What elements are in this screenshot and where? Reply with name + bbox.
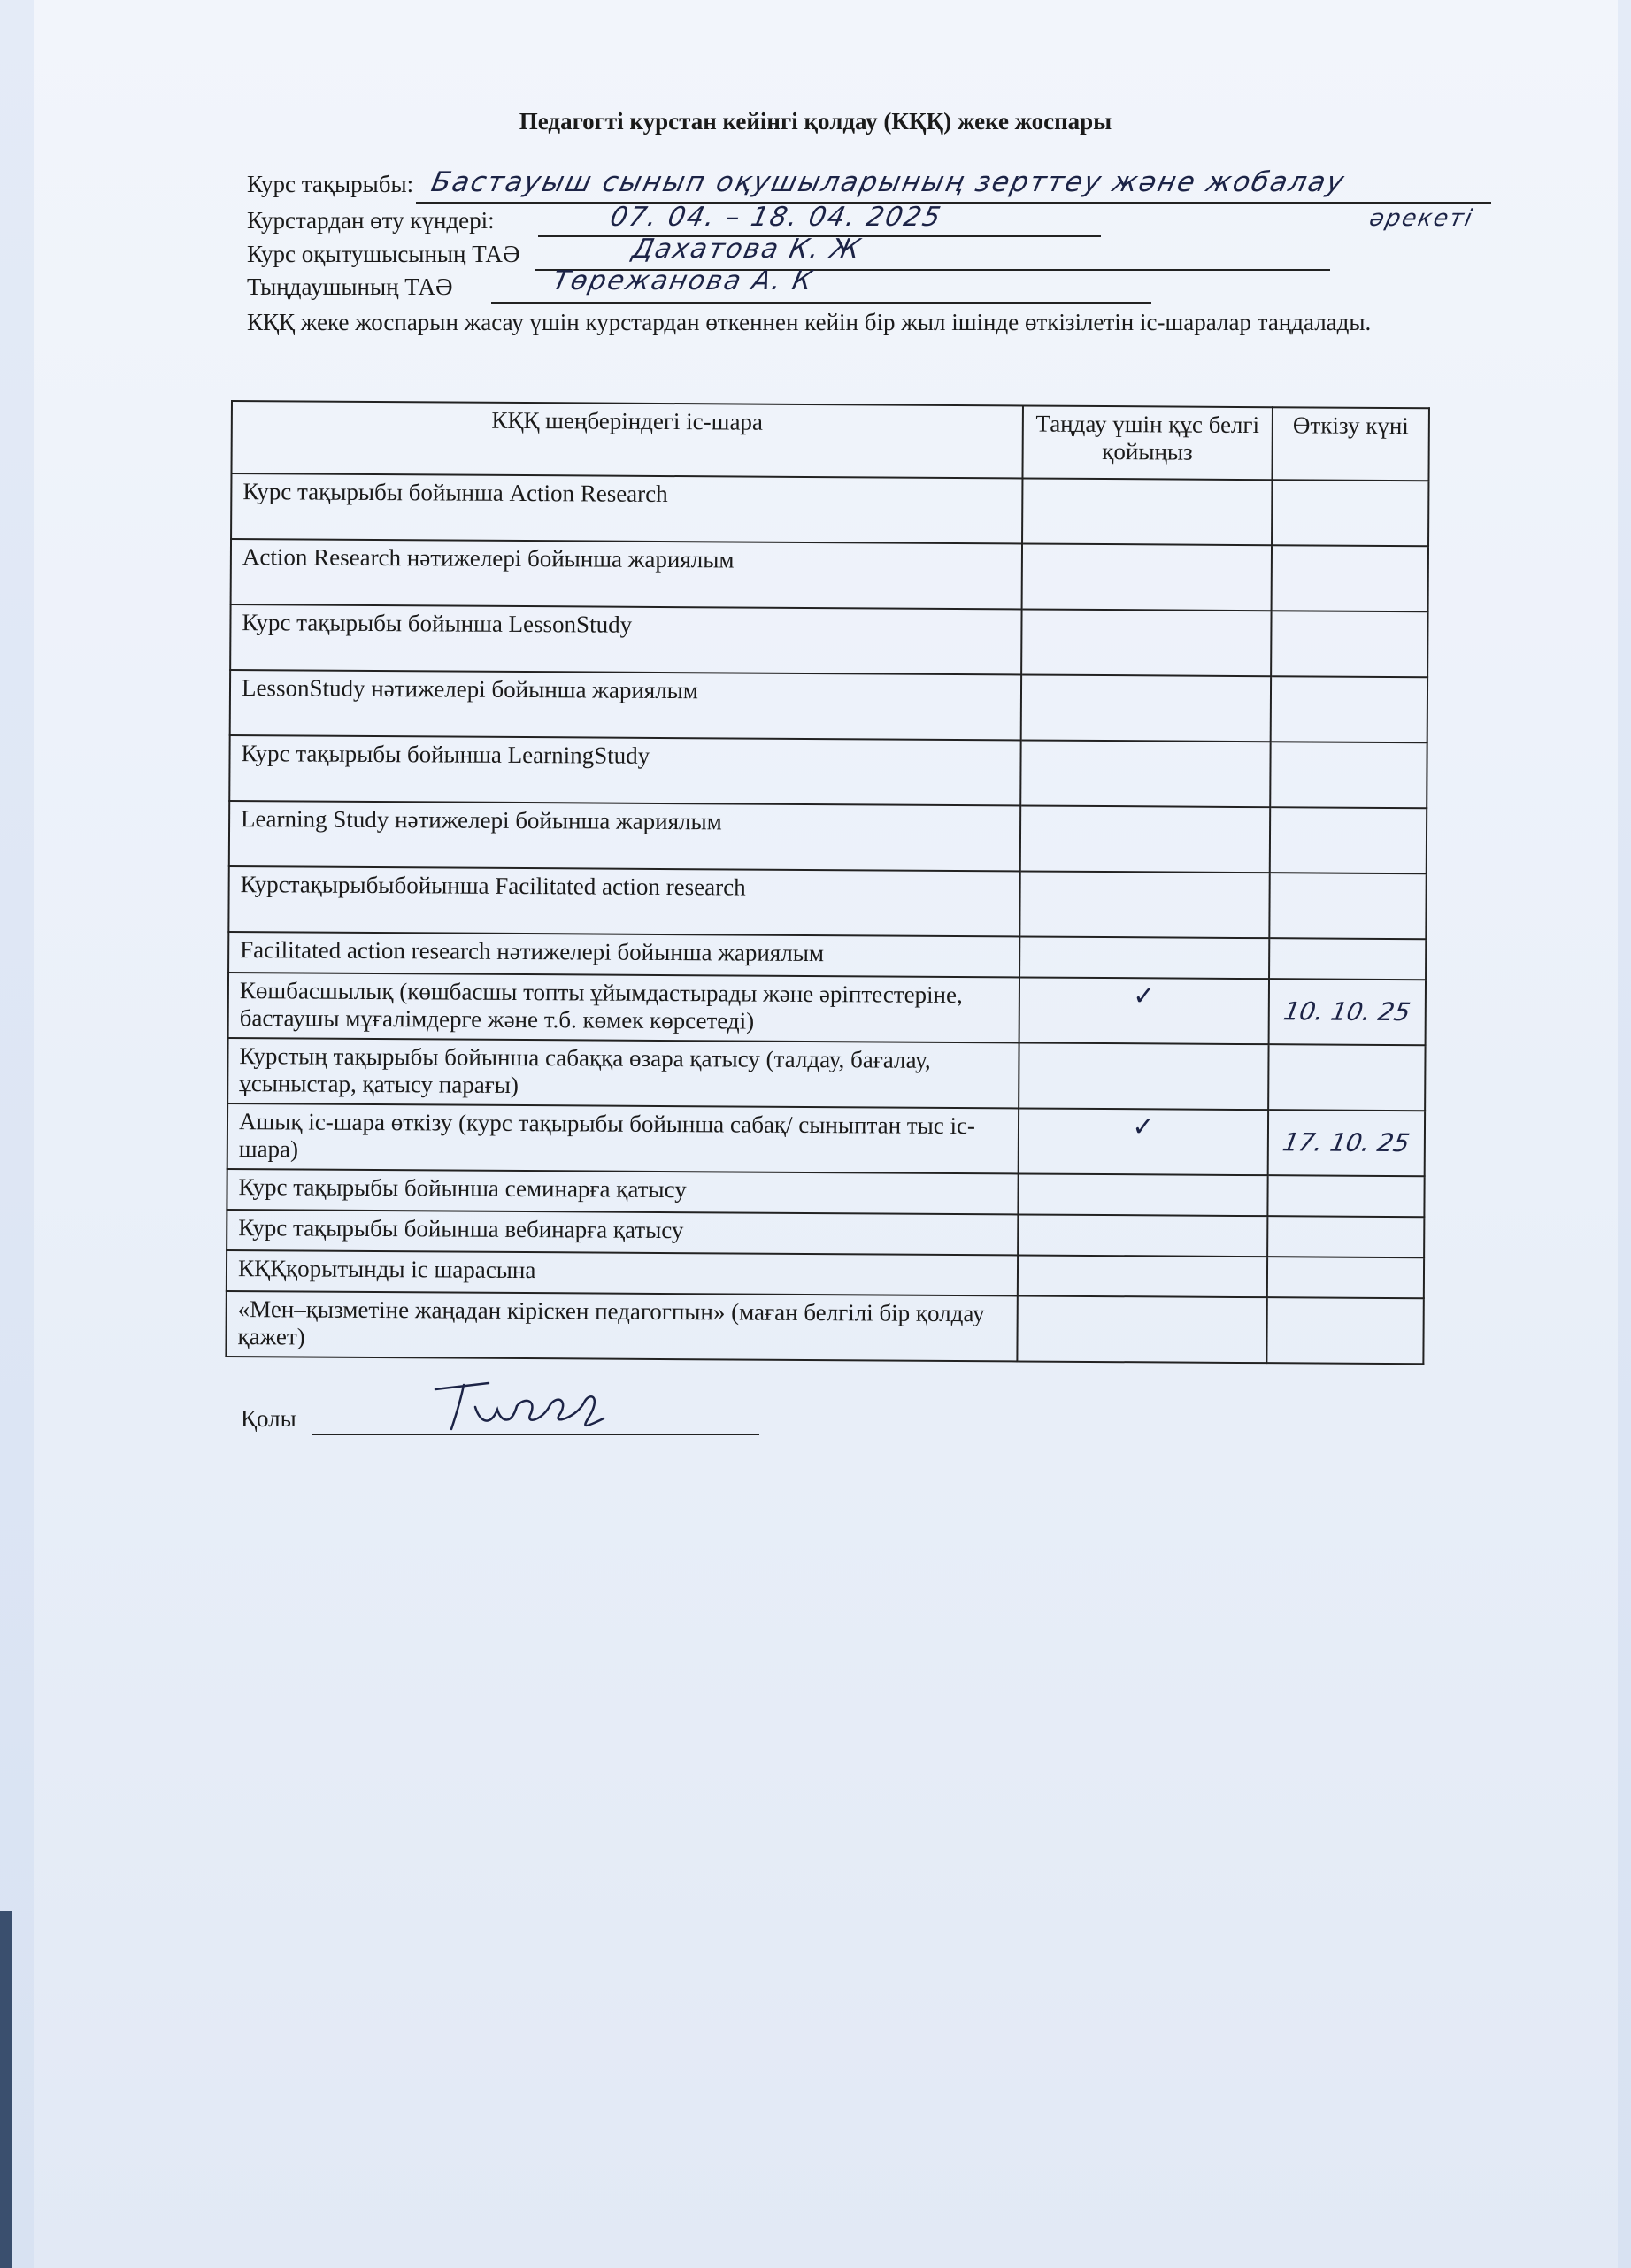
date-cell [1268, 1044, 1425, 1111]
activity-cell: Курс тақырыбы бойынша LessonStudy [230, 604, 1021, 674]
background-edge [0, 1911, 12, 2268]
document-title: Педагогті курстан кейінгі қолдау (КҚҚ) жеке жоспары [519, 108, 1112, 135]
mark-cell [1022, 478, 1273, 545]
activity-cell: Курстың тақырыбы бойынша сабаққа өзара қатысу (талдау, бағалау, ұсыныстар, қатысу парағы) [227, 1038, 1019, 1108]
listener-underline [491, 302, 1151, 304]
table-row [228, 973, 1426, 1045]
mark-cell [1018, 1108, 1268, 1175]
table-row [227, 1169, 1424, 1217]
table-row [227, 1210, 1424, 1257]
mark-cell [1018, 1173, 1268, 1216]
topic-underline [416, 202, 1491, 204]
teacher-label: Курс оқытушысының ТАӘ [247, 241, 520, 267]
table-row [231, 473, 1428, 546]
table-row [228, 932, 1426, 980]
date-cell [1270, 742, 1427, 808]
date-cell [1268, 1110, 1425, 1176]
header-mark: Таңдау үшін құс белгі қойыңыз [1022, 405, 1273, 480]
date-cell [1267, 1257, 1424, 1298]
date-cell [1268, 1175, 1425, 1217]
listener-value: Төрежанова А. К [550, 265, 817, 296]
date-value: 10. 10. 25 [1281, 996, 1413, 1027]
date-cell [1269, 873, 1426, 939]
table-row [231, 539, 1428, 611]
table-row [230, 604, 1427, 677]
mark-cell [1021, 543, 1272, 611]
checkmark: ✓ [1132, 1111, 1155, 1143]
activity-cell: Facilitated action research нәтижелері бойынша жариялым [228, 932, 1019, 977]
header-activity: КҚҚ шеңберіндегі іс-шара [231, 401, 1022, 478]
activity-cell: Action Research нәтижелері бойынша жариялым [231, 539, 1022, 609]
signature-label: Қолы [241, 1405, 296, 1432]
table-row [227, 1038, 1425, 1111]
teacher-value: Дахатова К. Ж [629, 234, 865, 265]
activity-cell: Курс тақырыбы бойынша LearningStudy [229, 735, 1020, 805]
mark-cell [1018, 1214, 1268, 1257]
dates-value: 07. 04. – 18. 04. 2025 [607, 202, 945, 233]
activity-cell: LessonStudy нәтижелері бойынша жариялым [230, 670, 1021, 740]
date-cell [1267, 1216, 1424, 1257]
mark-cell [1017, 1255, 1267, 1297]
activity-cell: Курс тақырыбы бойынша Action Research [231, 473, 1022, 543]
mark-cell [1019, 1042, 1269, 1110]
date-cell [1272, 545, 1428, 611]
listener-label: Тыңдаушының ТАӘ [247, 273, 453, 300]
activity-cell: КҚҚқорытынды іс шарасына [227, 1250, 1018, 1295]
mark-cell [1021, 609, 1272, 676]
date-cell [1271, 611, 1427, 677]
date-cell [1272, 480, 1428, 546]
activity-cell: Көшбасшылық (көшбасшы топты ұйымдастырады және әріптестеріне, бастаушы мұғалімдерге және т.б. көмек көрсетеді) [228, 973, 1019, 1042]
date-cell [1267, 1297, 1424, 1364]
topic-label: Курс тақырыбы: [247, 171, 414, 197]
handwritten-signature [427, 1367, 612, 1438]
mark-cell [1020, 674, 1271, 742]
plan-table [225, 400, 1430, 1365]
date-cell [1269, 979, 1426, 1045]
activity-cell: «Мен–қызметіне жаңадан кірiскен педагогпын» (маған белгілі бір қолдау қажет) [226, 1291, 1017, 1361]
mark-cell [1017, 1295, 1267, 1363]
mark-cell [1019, 805, 1270, 873]
activity-cell: Курстақырыбыбойынша Facilitated action research [228, 866, 1019, 936]
dates-label: Курстардан өту күндері: [247, 207, 495, 234]
table-row [230, 670, 1427, 742]
table-row [227, 1250, 1424, 1298]
activity-cell: Курс тақырыбы бойынша вебинарға қатысу [227, 1210, 1018, 1255]
activity-cell: Ашық іс-шара өткізу (курс тақырыбы бойынша сабақ/ сыныптан тыс іс-шара) [227, 1103, 1019, 1173]
table-row [229, 735, 1427, 808]
date-cell [1269, 938, 1426, 980]
table-row [227, 1103, 1425, 1176]
topic-value-continued: әрекеті [1366, 205, 1476, 232]
date-value: 17. 10. 25 [1281, 1127, 1412, 1158]
table-row [226, 1291, 1423, 1364]
header-date: Өткізу күні [1273, 407, 1429, 481]
table-row [228, 866, 1426, 939]
mark-cell [1019, 936, 1270, 979]
date-cell [1271, 676, 1427, 742]
intro-text: КҚҚ жеке жоспарын жасау үшін курстардан өткеннен кейін бір жыл ішінде өткізілетін іс-шаралар таңдалады. [247, 309, 1372, 335]
table-header-row [231, 401, 1428, 481]
mark-cell [1020, 740, 1271, 807]
mark-cell [1019, 871, 1270, 938]
topic-value: Бастауыш сынып оқушыларының зерттеу және жобалау [428, 166, 1349, 198]
date-cell [1270, 807, 1427, 873]
mark-cell [1019, 977, 1269, 1044]
checkmark: ✓ [1133, 980, 1156, 1012]
activity-cell: Learning Study нәтижелері бойынша жариялым [229, 801, 1020, 871]
table-row [229, 801, 1427, 873]
activity-cell: Курс тақырыбы бойынша семинарға қатысу [227, 1169, 1018, 1214]
